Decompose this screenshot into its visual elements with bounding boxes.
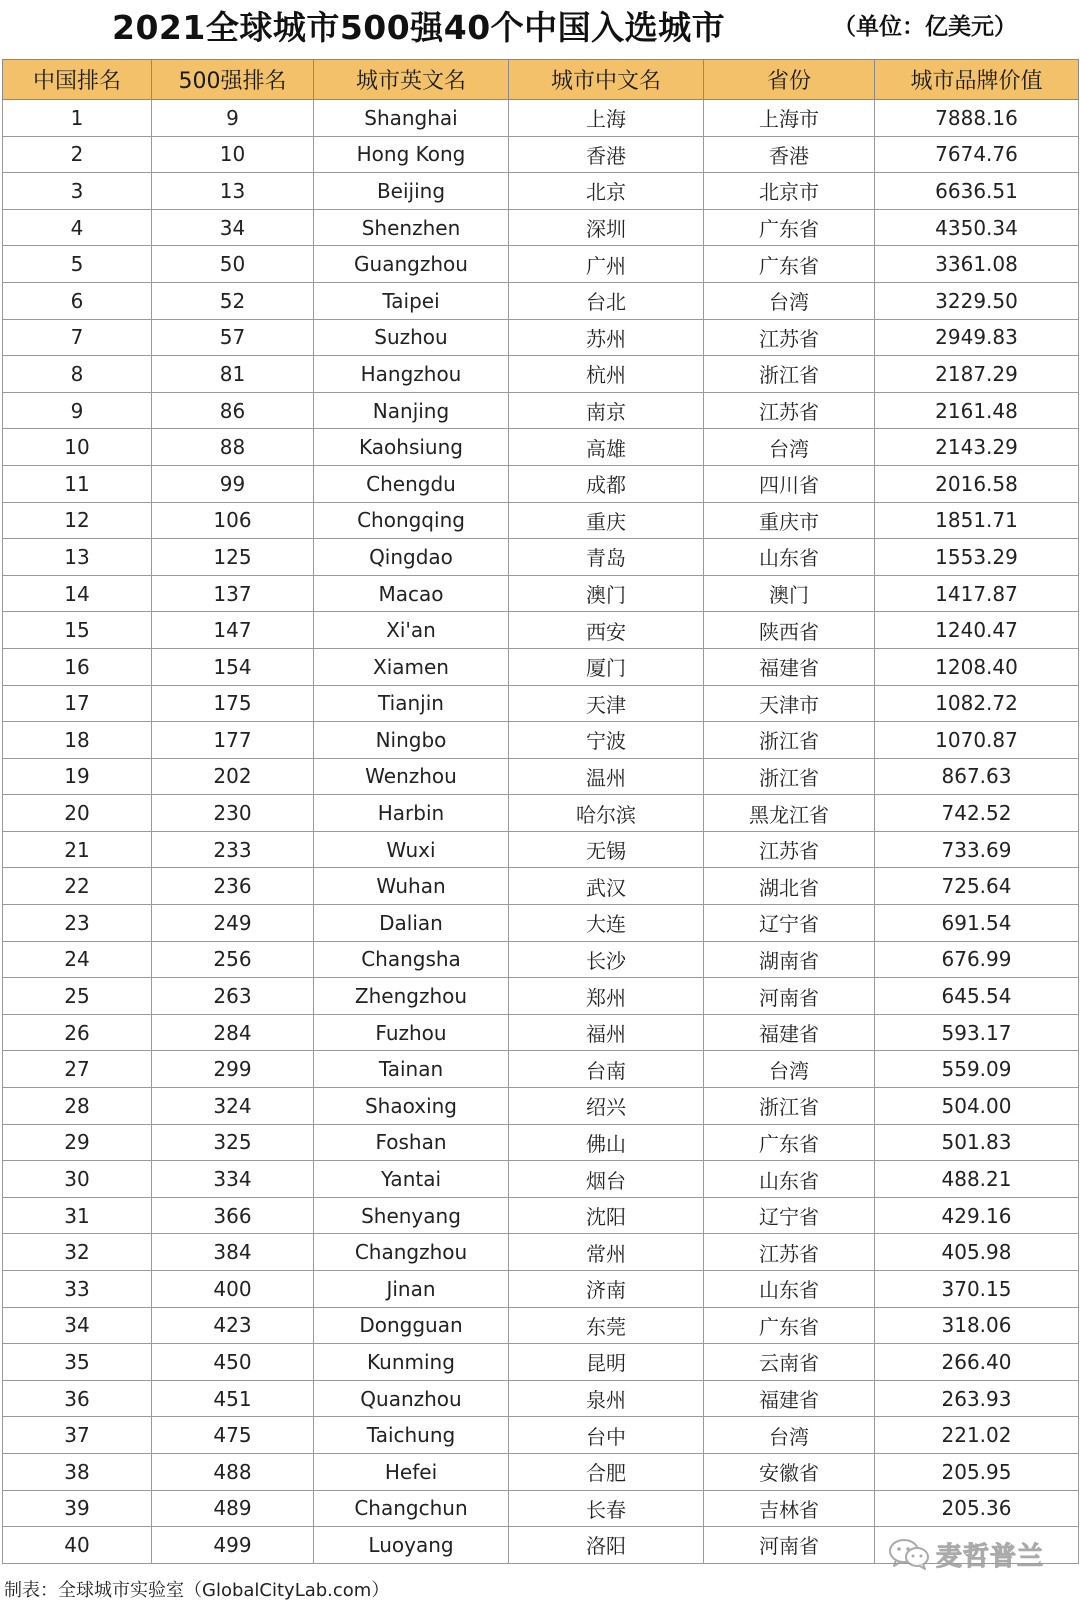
- table-row: [3, 758, 1079, 795]
- cell-brand-value: 405.98: [875, 1234, 1079, 1271]
- cell-global-rank: 154: [152, 648, 314, 685]
- cell-province: 云南省: [704, 1344, 875, 1381]
- table-row: [3, 1490, 1079, 1527]
- table-row: [3, 429, 1079, 466]
- table-row: [3, 612, 1079, 649]
- cell-english-name: Hangzhou: [314, 356, 509, 393]
- table-row: [3, 136, 1079, 173]
- cell-chinese-name: 上海: [509, 100, 704, 137]
- table-row: [3, 1161, 1079, 1198]
- cell-china-rank: 21: [3, 831, 152, 868]
- cell-province: 陕西省: [704, 612, 875, 649]
- cell-global-rank: 147: [152, 612, 314, 649]
- cell-english-name: Hong Kong: [314, 136, 509, 173]
- column-header-chinese-name: 城市中文名: [509, 60, 704, 100]
- column-header-china-rank: 中国排名: [3, 60, 152, 100]
- cell-brand-value: 867.63: [875, 758, 1079, 795]
- cell-province: 四川省: [704, 465, 875, 502]
- cell-province: 浙江省: [704, 356, 875, 393]
- cell-global-rank: 81: [152, 356, 314, 393]
- cell-brand-value: 4350.34: [875, 209, 1079, 246]
- cell-english-name: Kunming: [314, 1344, 509, 1381]
- cell-english-name: Taipei: [314, 282, 509, 319]
- cell-province: 吉林省: [704, 1490, 875, 1527]
- cell-english-name: Tianjin: [314, 685, 509, 722]
- cell-brand-value: 1851.71: [875, 502, 1079, 539]
- cell-province: 辽宁省: [704, 905, 875, 942]
- cell-english-name: Kaohsiung: [314, 429, 509, 466]
- cell-chinese-name: 苏州: [509, 319, 704, 356]
- cell-global-rank: 489: [152, 1490, 314, 1527]
- cell-chinese-name: 天津: [509, 685, 704, 722]
- table-row: [3, 1088, 1079, 1125]
- cell-chinese-name: 温州: [509, 758, 704, 795]
- cell-english-name: Macao: [314, 575, 509, 612]
- cell-global-rank: 230: [152, 795, 314, 832]
- cell-english-name: Shenyang: [314, 1197, 509, 1234]
- cell-english-name: Wuhan: [314, 868, 509, 905]
- cell-china-rank: 27: [3, 1051, 152, 1088]
- source-note: 制表：全球城市实验室（GlobalCityLab.com）: [4, 1580, 390, 1601]
- cell-global-rank: 499: [152, 1527, 314, 1564]
- cell-english-name: Taichung: [314, 1417, 509, 1454]
- unit-note: （单位：亿美元）: [833, 14, 1017, 40]
- table-row: [3, 1051, 1079, 1088]
- cell-global-rank: 325: [152, 1124, 314, 1161]
- cell-china-rank: 5: [3, 246, 152, 283]
- cell-global-rank: 324: [152, 1088, 314, 1125]
- cell-brand-value: 3229.50: [875, 282, 1079, 319]
- cell-china-rank: 26: [3, 1014, 152, 1051]
- cell-brand-value: 1208.40: [875, 648, 1079, 685]
- cell-province: 天津市: [704, 685, 875, 722]
- cell-chinese-name: 绍兴: [509, 1088, 704, 1125]
- cell-english-name: Tainan: [314, 1051, 509, 1088]
- cell-global-rank: 236: [152, 868, 314, 905]
- cell-english-name: Xiamen: [314, 648, 509, 685]
- cell-province: 江苏省: [704, 831, 875, 868]
- cell-chinese-name: 泉州: [509, 1380, 704, 1417]
- cell-province: 广东省: [704, 246, 875, 283]
- cell-english-name: Wenzhou: [314, 758, 509, 795]
- cell-brand-value: 221.02: [875, 1417, 1079, 1454]
- cell-china-rank: 11: [3, 465, 152, 502]
- cell-chinese-name: 济南: [509, 1271, 704, 1308]
- cell-province: 辽宁省: [704, 1197, 875, 1234]
- cell-english-name: Guangzhou: [314, 246, 509, 283]
- cell-brand-value: 6636.51: [875, 173, 1079, 210]
- cell-brand-value: 266.40: [875, 1344, 1079, 1381]
- cell-brand-value: 742.52: [875, 795, 1079, 832]
- cell-global-rank: 57: [152, 319, 314, 356]
- cell-brand-value: 1070.87: [875, 722, 1079, 759]
- cell-china-rank: 7: [3, 319, 152, 356]
- cell-global-rank: 13: [152, 173, 314, 210]
- cell-province: 黑龙江省: [704, 795, 875, 832]
- cell-global-rank: 10: [152, 136, 314, 173]
- table-row: [3, 1124, 1079, 1161]
- cell-chinese-name: 台南: [509, 1051, 704, 1088]
- cell-english-name: Quanzhou: [314, 1380, 509, 1417]
- table-row: [3, 539, 1079, 576]
- cell-brand-value: 2143.29: [875, 429, 1079, 466]
- cell-english-name: Changchun: [314, 1490, 509, 1527]
- cell-china-rank: 8: [3, 356, 152, 393]
- cell-english-name: Nanjing: [314, 392, 509, 429]
- cell-china-rank: 39: [3, 1490, 152, 1527]
- cell-province: 广东省: [704, 1124, 875, 1161]
- cell-province: 福建省: [704, 648, 875, 685]
- cell-province: 河南省: [704, 978, 875, 1015]
- cell-global-rank: 50: [152, 246, 314, 283]
- cell-chinese-name: 澳门: [509, 575, 704, 612]
- cell-brand-value: 3361.08: [875, 246, 1079, 283]
- cell-chinese-name: 福州: [509, 1014, 704, 1051]
- cell-china-rank: 10: [3, 429, 152, 466]
- cell-brand-value: 504.00: [875, 1088, 1079, 1125]
- cell-china-rank: 22: [3, 868, 152, 905]
- cell-province: 台湾: [704, 1051, 875, 1088]
- cell-chinese-name: 烟台: [509, 1161, 704, 1198]
- cell-chinese-name: 合肥: [509, 1453, 704, 1490]
- cell-global-rank: 202: [152, 758, 314, 795]
- cell-brand-value: 1553.29: [875, 539, 1079, 576]
- table-row: [3, 319, 1079, 356]
- cell-province: 台湾: [704, 1417, 875, 1454]
- cell-chinese-name: 长春: [509, 1490, 704, 1527]
- cell-global-rank: 256: [152, 941, 314, 978]
- cell-province: 河南省: [704, 1527, 875, 1564]
- page-title: 2021全球城市500强40个中国入选城市: [112, 8, 726, 47]
- cell-brand-value: 205.36: [875, 1490, 1079, 1527]
- cell-english-name: Suzhou: [314, 319, 509, 356]
- cell-china-rank: 16: [3, 648, 152, 685]
- cell-china-rank: 23: [3, 905, 152, 942]
- table-row: [3, 1380, 1079, 1417]
- cell-chinese-name: 武汉: [509, 868, 704, 905]
- column-header-province: 省份: [704, 60, 875, 100]
- cell-china-rank: 25: [3, 978, 152, 1015]
- table-row: [3, 795, 1079, 832]
- cell-global-rank: 423: [152, 1307, 314, 1344]
- cell-china-rank: 15: [3, 612, 152, 649]
- table-row: [3, 1014, 1079, 1051]
- cell-province: 山东省: [704, 1161, 875, 1198]
- cell-china-rank: 4: [3, 209, 152, 246]
- cell-province: 山东省: [704, 539, 875, 576]
- cell-brand-value: 733.69: [875, 831, 1079, 868]
- cell-brand-value: 501.83: [875, 1124, 1079, 1161]
- cell-province: 浙江省: [704, 722, 875, 759]
- cell-english-name: Zhengzhou: [314, 978, 509, 1015]
- cell-english-name: Xi'an: [314, 612, 509, 649]
- cell-english-name: Dongguan: [314, 1307, 509, 1344]
- cell-chinese-name: 宁波: [509, 722, 704, 759]
- cell-english-name: Shanghai: [314, 100, 509, 137]
- cell-china-rank: 20: [3, 795, 152, 832]
- cell-chinese-name: 台北: [509, 282, 704, 319]
- cell-chinese-name: 洛阳: [509, 1527, 704, 1564]
- cell-chinese-name: 南京: [509, 392, 704, 429]
- cell-english-name: Shenzhen: [314, 209, 509, 246]
- cell-global-rank: 34: [152, 209, 314, 246]
- cell-global-rank: 88: [152, 429, 314, 466]
- cell-chinese-name: 杭州: [509, 356, 704, 393]
- watermark: [888, 1534, 1044, 1574]
- cell-china-rank: 18: [3, 722, 152, 759]
- cell-china-rank: 6: [3, 282, 152, 319]
- cell-english-name: Shaoxing: [314, 1088, 509, 1125]
- cell-english-name: Yantai: [314, 1161, 509, 1198]
- cell-global-rank: 249: [152, 905, 314, 942]
- cell-global-rank: 334: [152, 1161, 314, 1198]
- cell-chinese-name: 成都: [509, 465, 704, 502]
- cell-province: 江苏省: [704, 1234, 875, 1271]
- table-row: [3, 1417, 1079, 1454]
- cell-province: 台湾: [704, 429, 875, 466]
- title-bar: [0, 0, 1080, 52]
- cell-brand-value: 488.21: [875, 1161, 1079, 1198]
- table-row: [3, 1271, 1079, 1308]
- table-row: [3, 978, 1079, 1015]
- cell-chinese-name: 深圳: [509, 209, 704, 246]
- cell-brand-value: 676.99: [875, 941, 1079, 978]
- cell-china-rank: 3: [3, 173, 152, 210]
- cell-global-rank: 137: [152, 575, 314, 612]
- table-row: [3, 282, 1079, 319]
- cell-english-name: Changzhou: [314, 1234, 509, 1271]
- cell-china-rank: 2: [3, 136, 152, 173]
- cell-china-rank: 32: [3, 1234, 152, 1271]
- cell-chinese-name: 佛山: [509, 1124, 704, 1161]
- cell-brand-value: 645.54: [875, 978, 1079, 1015]
- cell-global-rank: 400: [152, 1271, 314, 1308]
- cell-brand-value: 2949.83: [875, 319, 1079, 356]
- cell-global-rank: 177: [152, 722, 314, 759]
- cell-global-rank: 488: [152, 1453, 314, 1490]
- cell-english-name: Dalian: [314, 905, 509, 942]
- cell-brand-value: 263.93: [875, 1380, 1079, 1417]
- cell-global-rank: 52: [152, 282, 314, 319]
- cell-china-rank: 9: [3, 392, 152, 429]
- cell-province: 江苏省: [704, 392, 875, 429]
- cell-china-rank: 14: [3, 575, 152, 612]
- cell-brand-value: 1082.72: [875, 685, 1079, 722]
- cell-province: 山东省: [704, 1271, 875, 1308]
- cell-brand-value: 691.54: [875, 905, 1079, 942]
- table-row: [3, 868, 1079, 905]
- cell-province: 台湾: [704, 282, 875, 319]
- cell-province: 香港: [704, 136, 875, 173]
- table-row: [3, 465, 1079, 502]
- cell-province: 澳门: [704, 575, 875, 612]
- cell-china-rank: 24: [3, 941, 152, 978]
- cell-brand-value: 370.15: [875, 1271, 1079, 1308]
- cell-province: 福建省: [704, 1380, 875, 1417]
- table-row: [3, 941, 1079, 978]
- cell-chinese-name: 长沙: [509, 941, 704, 978]
- table-row: [3, 356, 1079, 393]
- wechat-icon: [888, 1538, 930, 1570]
- cell-brand-value: 2187.29: [875, 356, 1079, 393]
- cell-english-name: Foshan: [314, 1124, 509, 1161]
- cell-english-name: Changsha: [314, 941, 509, 978]
- cell-english-name: Wuxi: [314, 831, 509, 868]
- cell-province: 上海市: [704, 100, 875, 137]
- table-row: [3, 685, 1079, 722]
- cell-global-rank: 366: [152, 1197, 314, 1234]
- cell-china-rank: 17: [3, 685, 152, 722]
- cell-chinese-name: 沈阳: [509, 1197, 704, 1234]
- cell-english-name: Hefei: [314, 1453, 509, 1490]
- cell-china-rank: 29: [3, 1124, 152, 1161]
- cell-global-rank: 86: [152, 392, 314, 429]
- cell-china-rank: 34: [3, 1307, 152, 1344]
- table-row: [3, 1197, 1079, 1234]
- cell-brand-value: 205.95: [875, 1453, 1079, 1490]
- table-row: [3, 502, 1079, 539]
- cell-province: 安徽省: [704, 1453, 875, 1490]
- cell-chinese-name: 重庆: [509, 502, 704, 539]
- table-row: [3, 648, 1079, 685]
- cell-china-rank: 33: [3, 1271, 152, 1308]
- cell-chinese-name: 厦门: [509, 648, 704, 685]
- cell-chinese-name: 昆明: [509, 1344, 704, 1381]
- cell-chinese-name: 大连: [509, 905, 704, 942]
- cell-english-name: Qingdao: [314, 539, 509, 576]
- cell-chinese-name: 台中: [509, 1417, 704, 1454]
- cell-english-name: Fuzhou: [314, 1014, 509, 1051]
- cell-chinese-name: 无锡: [509, 831, 704, 868]
- cell-global-rank: 450: [152, 1344, 314, 1381]
- cell-province: 湖北省: [704, 868, 875, 905]
- cell-china-rank: 40: [3, 1527, 152, 1564]
- cell-english-name: Beijing: [314, 173, 509, 210]
- column-header-global-rank: 500强排名: [152, 60, 314, 100]
- cell-chinese-name: 西安: [509, 612, 704, 649]
- table-row: [3, 392, 1079, 429]
- cell-english-name: Harbin: [314, 795, 509, 832]
- cell-province: 江苏省: [704, 319, 875, 356]
- cell-brand-value: 429.16: [875, 1197, 1079, 1234]
- column-header-english-name: 城市英文名: [314, 60, 509, 100]
- cell-global-rank: 125: [152, 539, 314, 576]
- cell-chinese-name: 香港: [509, 136, 704, 173]
- cell-brand-value: 2161.48: [875, 392, 1079, 429]
- table-row: [3, 831, 1079, 868]
- table-row: [3, 1234, 1079, 1271]
- cell-brand-value: 725.64: [875, 868, 1079, 905]
- cell-global-rank: 384: [152, 1234, 314, 1271]
- table-row: [3, 209, 1079, 246]
- table-header-row: [3, 60, 1079, 100]
- cell-china-rank: 1: [3, 100, 152, 137]
- table-row: [3, 246, 1079, 283]
- cell-province: 重庆市: [704, 502, 875, 539]
- table-row: [3, 1344, 1079, 1381]
- cell-global-rank: 99: [152, 465, 314, 502]
- cell-english-name: Ningbo: [314, 722, 509, 759]
- cell-global-rank: 299: [152, 1051, 314, 1088]
- cell-global-rank: 106: [152, 502, 314, 539]
- cell-province: 浙江省: [704, 758, 875, 795]
- cell-province: 广东省: [704, 1307, 875, 1344]
- cell-province: 浙江省: [704, 1088, 875, 1125]
- cell-chinese-name: 北京: [509, 173, 704, 210]
- cell-chinese-name: 高雄: [509, 429, 704, 466]
- cell-china-rank: 30: [3, 1161, 152, 1198]
- column-header-brand-value: 城市品牌价值: [875, 60, 1079, 100]
- cell-english-name: Chengdu: [314, 465, 509, 502]
- cell-global-rank: 451: [152, 1380, 314, 1417]
- city-ranking-table: [2, 59, 1079, 1564]
- cell-global-rank: 284: [152, 1014, 314, 1051]
- cell-chinese-name: 郑州: [509, 978, 704, 1015]
- cell-china-rank: 37: [3, 1417, 152, 1454]
- cell-english-name: Jinan: [314, 1271, 509, 1308]
- cell-chinese-name: 东莞: [509, 1307, 704, 1344]
- cell-province: 福建省: [704, 1014, 875, 1051]
- cell-brand-value: 2016.58: [875, 465, 1079, 502]
- table-row: [3, 722, 1079, 759]
- cell-chinese-name: 哈尔滨: [509, 795, 704, 832]
- cell-brand-value: 1240.47: [875, 612, 1079, 649]
- cell-china-rank: 28: [3, 1088, 152, 1125]
- cell-global-rank: 475: [152, 1417, 314, 1454]
- cell-english-name: Chongqing: [314, 502, 509, 539]
- cell-china-rank: 19: [3, 758, 152, 795]
- cell-china-rank: 36: [3, 1380, 152, 1417]
- cell-global-rank: 175: [152, 685, 314, 722]
- cell-china-rank: 35: [3, 1344, 152, 1381]
- table-row: [3, 173, 1079, 210]
- cell-brand-value: 559.09: [875, 1051, 1079, 1088]
- table-row: [3, 100, 1079, 137]
- cell-brand-value: 7888.16: [875, 100, 1079, 137]
- cell-global-rank: 263: [152, 978, 314, 1015]
- cell-brand-value: 7674.76: [875, 136, 1079, 173]
- cell-global-rank: 9: [152, 100, 314, 137]
- cell-china-rank: 31: [3, 1197, 152, 1234]
- cell-province: 湖南省: [704, 941, 875, 978]
- table-row: [3, 905, 1079, 942]
- cell-china-rank: 12: [3, 502, 152, 539]
- cell-global-rank: 233: [152, 831, 314, 868]
- cell-province: 北京市: [704, 173, 875, 210]
- cell-chinese-name: 广州: [509, 246, 704, 283]
- table-row: [3, 1453, 1079, 1490]
- cell-china-rank: 13: [3, 539, 152, 576]
- cell-brand-value: 593.17: [875, 1014, 1079, 1051]
- cell-english-name: Luoyang: [314, 1527, 509, 1564]
- table-row: [3, 1307, 1079, 1344]
- cell-brand-value: 1417.87: [875, 575, 1079, 612]
- cell-chinese-name: 常州: [509, 1234, 704, 1271]
- cell-china-rank: 38: [3, 1453, 152, 1490]
- table-body: [3, 100, 1079, 1564]
- cell-brand-value: 318.06: [875, 1307, 1079, 1344]
- cell-province: 广东省: [704, 209, 875, 246]
- cell-chinese-name: 青岛: [509, 539, 704, 576]
- watermark-text: 麦哲普兰: [936, 1541, 1045, 1572]
- table-row: [3, 575, 1079, 612]
